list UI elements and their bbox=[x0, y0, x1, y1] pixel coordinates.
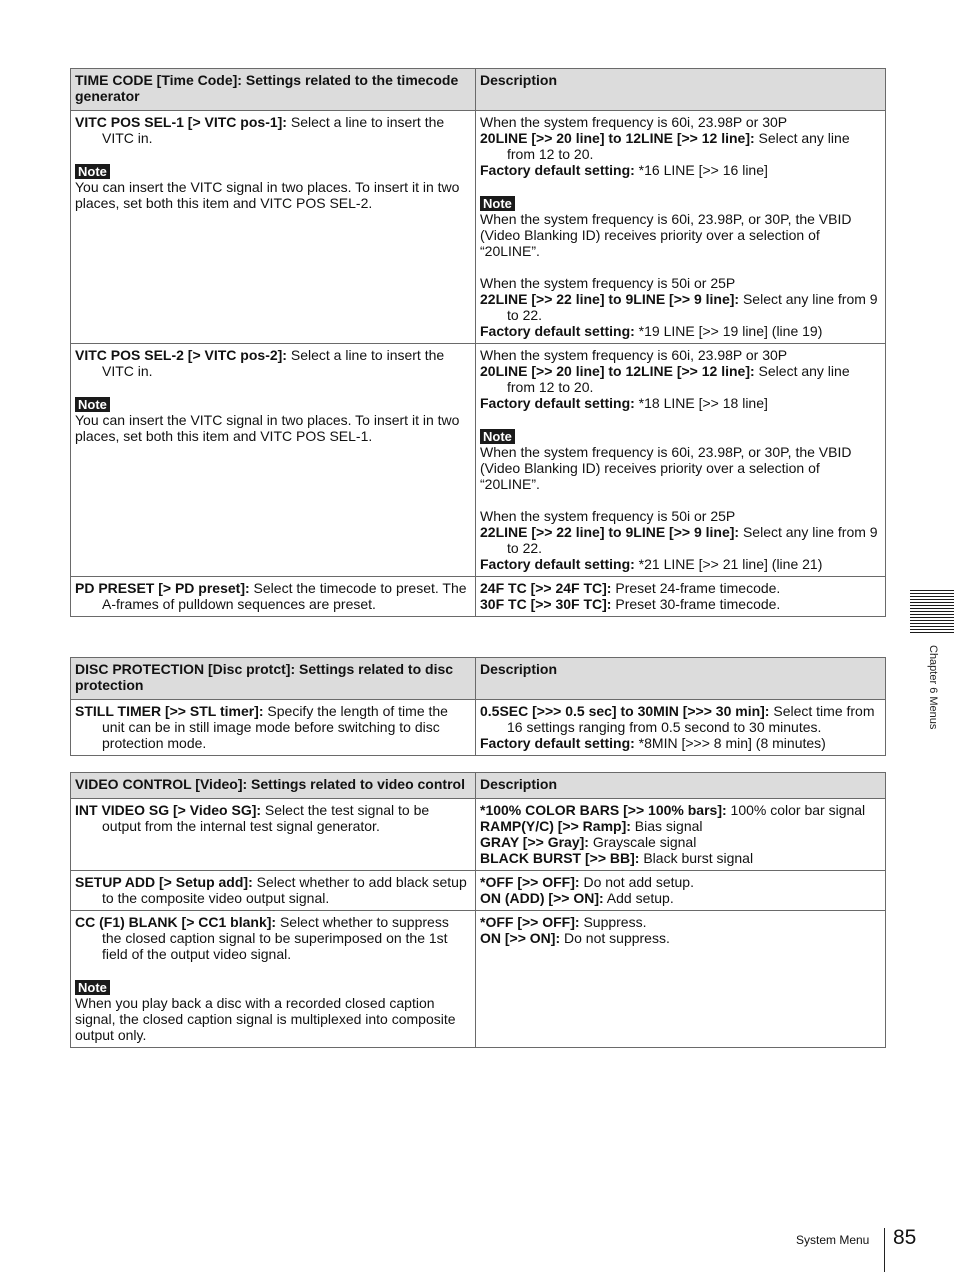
setting-name: VITC POS SEL-1 [> VITC pos-1]: bbox=[75, 114, 287, 130]
table-row bbox=[71, 911, 886, 1048]
note-label: Note bbox=[480, 429, 515, 444]
description-cell bbox=[476, 111, 886, 344]
option-item: BLACK BURST [>> BB]: Black burst signal bbox=[480, 850, 754, 866]
page-number: 85 bbox=[893, 1226, 917, 1249]
frequency-condition: When the system frequency is 60i, 23.98P or 30P bbox=[480, 114, 788, 130]
table-row bbox=[71, 700, 886, 756]
description-cell bbox=[476, 577, 886, 617]
frequency-condition: When the system frequency is 50i or 25P bbox=[480, 275, 736, 291]
factory-default: Factory default setting: *19 LINE [>> 19 line] (line 19) bbox=[480, 323, 823, 339]
table-row bbox=[71, 577, 886, 617]
description-cell bbox=[476, 344, 886, 577]
option-item: *100% COLOR BARS [>> 100% bars]: 100% color bar signal bbox=[480, 802, 866, 818]
note-label: Note bbox=[75, 397, 110, 412]
setting-description: INT VIDEO SG [> Video SG]: Select the test signal to be output from the internal test signal generator. bbox=[75, 802, 430, 834]
time-code-table bbox=[70, 68, 886, 617]
table-row bbox=[71, 799, 886, 871]
setting-description: STILL TIMER [>> STL timer]: Specify the length of time the unit can be in still image mode before switching to disc protection mode. bbox=[75, 703, 448, 751]
note-text: When the system frequency is 60i, 23.98P, or 30P, the VBID (Video Blanking ID) receives priority over a selection of “20LINE”. bbox=[480, 211, 852, 259]
option-item: *OFF [>> OFF]: Do not add setup. bbox=[480, 874, 694, 890]
table-header-setting: VIDEO CONTROL [Video]: Settings related to video control bbox=[71, 773, 476, 799]
option-item: RAMP(Y/C) [>> Ramp]: Bias signal bbox=[480, 818, 703, 834]
note-text: You can insert the VITC signal in two places. To insert it in two places, set both this item and VITC POS SEL-1. bbox=[75, 412, 460, 444]
setting-description: PD PRESET [> PD preset]: Select the timecode to preset. The A-frames of pulldown sequences are preset. bbox=[75, 580, 467, 612]
table-header-description: Description bbox=[476, 773, 886, 799]
setting-cell bbox=[71, 871, 476, 911]
table-header-row bbox=[71, 773, 886, 799]
option-item: 0.5SEC [>>> 0.5 sec] to 30MIN [>>> 30 min]: Select time from 16 settings ranging from 0.5 second to 30 minutes. bbox=[480, 703, 875, 735]
table-header-setting: TIME CODE [Time Code]: Settings related to the timecode generator bbox=[71, 69, 476, 111]
setting-cell bbox=[71, 344, 476, 577]
setting-cell bbox=[71, 111, 476, 344]
chapter-edge-tab bbox=[910, 590, 954, 635]
setting-description: CC (F1) BLANK [> CC1 blank]: Select whether to suppress the closed caption signal to be superimposed on the 1st field of the output video signal. bbox=[75, 914, 449, 962]
factory-default: Factory default setting: *16 LINE [>> 16 line] bbox=[480, 162, 768, 178]
description-cell bbox=[476, 911, 886, 1048]
option-item: ON (ADD) [>> ON]: Add setup. bbox=[480, 890, 674, 906]
setting-cell bbox=[71, 799, 476, 871]
option-item: 22LINE [>> 22 line] to 9LINE [>> 9 line]: Select any line from 9 to 22. bbox=[480, 291, 878, 323]
factory-default: Factory default setting: *21 LINE [>> 21 line] (line 21) bbox=[480, 556, 823, 572]
setting-description: SETUP ADD [> Setup add]: Select whether to add black setup to the composite video output signal. bbox=[75, 874, 467, 906]
disc-protection-table bbox=[70, 657, 886, 756]
note-label: Note bbox=[480, 196, 515, 211]
setting-description: VITC POS SEL-2 [> VITC pos-2]: Select a line to insert the VITC in. bbox=[75, 347, 445, 379]
setting-cell bbox=[71, 700, 476, 756]
note-text: You can insert the VITC signal in two places. To insert it in two places, set both this item and VITC POS SEL-2. bbox=[75, 179, 460, 211]
description-cell bbox=[476, 871, 886, 911]
table-row bbox=[71, 871, 886, 911]
option-item: GRAY [>> Gray]: Grayscale signal bbox=[480, 834, 697, 850]
chapter-label: Chapter 6 Menus bbox=[927, 645, 939, 730]
table-header-row bbox=[71, 658, 886, 700]
table-row bbox=[71, 344, 886, 577]
table-header-setting: DISC PROTECTION [Disc protct]: Settings related to disc protection bbox=[71, 658, 476, 700]
frequency-condition: When the system frequency is 50i or 25P bbox=[480, 508, 736, 524]
setting-description: VITC POS SEL-1 [> VITC pos-1]: Select a line to insert the VITC in. bbox=[75, 114, 445, 146]
setting-name: CC (F1) BLANK [> CC1 blank]: bbox=[75, 914, 277, 930]
table-header-description: Description bbox=[476, 69, 886, 111]
setting-cell bbox=[71, 577, 476, 617]
option-item: 30F TC [>> 30F TC]: Preset 30-frame timecode. bbox=[480, 596, 781, 612]
frequency-condition: When the system frequency is 60i, 23.98P or 30P bbox=[480, 347, 788, 363]
option-item: *OFF [>> OFF]: Suppress. bbox=[480, 914, 647, 930]
footer-divider bbox=[884, 1228, 885, 1272]
note-text: When the system frequency is 60i, 23.98P, or 30P, the VBID (Video Blanking ID) receives priority over a selection of “20LINE”. bbox=[480, 444, 852, 492]
setting-name: SETUP ADD [> Setup add]: bbox=[75, 874, 253, 890]
factory-default: Factory default setting: *18 LINE [>> 18 line] bbox=[480, 395, 768, 411]
video-control-table bbox=[70, 772, 886, 1048]
option-item: 20LINE [>> 20 line] to 12LINE [>> 12 line]: Select any line from 12 to 20. bbox=[480, 130, 850, 162]
setting-name: VITC POS SEL-2 [> VITC pos-2]: bbox=[75, 347, 287, 363]
setting-name: STILL TIMER [>> STL timer]: bbox=[75, 703, 264, 719]
setting-name: PD PRESET [> PD preset]: bbox=[75, 580, 250, 596]
table-header-description: Description bbox=[476, 658, 886, 700]
description-cell bbox=[476, 700, 886, 756]
option-item: ON [>> ON]: Do not suppress. bbox=[480, 930, 670, 946]
option-item: 22LINE [>> 22 line] to 9LINE [>> 9 line]: Select any line from 9 to 22. bbox=[480, 524, 878, 556]
option-item: 24F TC [>> 24F TC]: Preset 24-frame timecode. bbox=[480, 580, 781, 596]
note-label: Note bbox=[75, 164, 110, 179]
setting-name: INT VIDEO SG [> Video SG]: bbox=[75, 802, 262, 818]
option-item: 20LINE [>> 20 line] to 12LINE [>> 12 line]: Select any line from 12 to 20. bbox=[480, 363, 850, 395]
table-row bbox=[71, 111, 886, 344]
note-text: When you play back a disc with a recorded closed caption signal, the closed caption signal is multiplexed into composite output only. bbox=[75, 995, 456, 1043]
setting-cell bbox=[71, 911, 476, 1048]
description-cell bbox=[476, 799, 886, 871]
note-label: Note bbox=[75, 980, 110, 995]
factory-default: Factory default setting: *8MIN [>>> 8 min] (8 minutes) bbox=[480, 735, 826, 751]
table-header-row bbox=[71, 69, 886, 111]
footer-section-label: System Menu bbox=[796, 1233, 870, 1247]
